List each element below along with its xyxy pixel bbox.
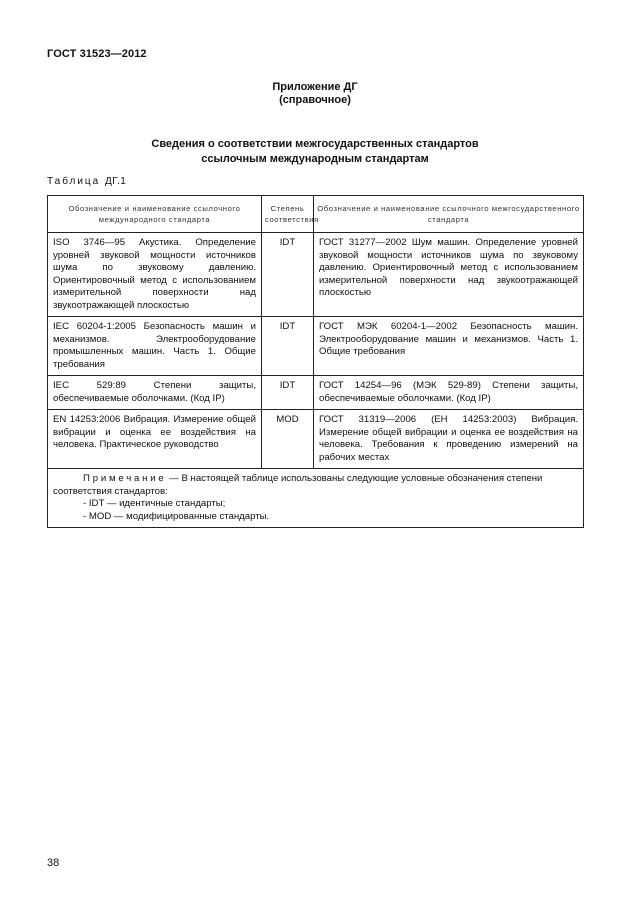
table-row [48,410,584,469]
header-interstate: Обозначение и наименование ссылочного межгосударственного стандарта [314,196,584,233]
note-item-idt: - IDT — идентичные стандарты; [83,498,226,509]
section-heading-line1: Сведения о соответствии межгосударственных стандартов [151,138,479,150]
cell-international: EN 14253:2006 Вибрация. Измерение общей вибрации и оценка ее воздействия на человека. Практическое руководство [48,410,262,469]
section-heading [0,137,630,167]
cell-interstate: ГОСТ МЭК 60204-1—2002 Безопасность машин. Электрооборудование машин и механизмов. Часть 1. Общие требования [314,317,584,376]
cell-interstate: ГОСТ 14254—96 (МЭК 529-89) Степени защиты, обеспечиваемые оболочками. (Код IP) [314,376,584,410]
cell-international: IEC 529:89 Степени защиты, обеспечиваемые оболочками. (Код IP) [48,376,262,410]
section-heading-line2: ссылочным международным стандартам [201,153,429,165]
page-number: 38 [47,857,60,869]
header-international: Обозначение и наименование ссылочного международного стандарта [48,196,262,233]
table-row [48,317,584,376]
note-item-mod: - MOD — модифицированные стандарты. [83,510,270,522]
note-label: Примечание [83,473,167,484]
table-note [48,469,584,528]
cell-degree: IDT [262,233,314,317]
standards-table [47,195,584,528]
table-caption-prefix: Таблица [47,176,101,187]
table-header-row [48,196,584,233]
table-caption [47,176,126,187]
cell-degree: MOD [262,410,314,469]
cell-degree: IDT [262,376,314,410]
note-first-line [53,473,578,498]
appendix-title: Приложение ДГ [272,81,358,93]
cell-interstate: ГОСТ 31277—2002 Шум машин. Определение уровней звуковой мощности источников шума по звуковому давлению. Ориентировочный метод с использованием измерительной поверхности над звукоотражающей плоскостью [314,233,584,317]
document-code: ГОСТ 31523—2012 [47,48,147,60]
appendix-subtitle: (справочное) [279,94,351,106]
cell-international: ISO 3746—95 Акустика. Определение уровней звуковой мощности источников шума по звуковому давлению. Ориентировочный метод с использованием измерительной поверхности над звукоотражающей плоскостью [48,233,262,317]
table-caption-number: ДГ.1 [105,176,127,187]
appendix-heading [0,81,630,107]
header-degree: Степень соответствия [262,196,314,233]
table-note-row [48,469,584,528]
table-row [48,376,584,410]
cell-international: IEC 60204-1:2005 Безопасность машин и механизмов. Электрооборудование промышленных машин. Часть 1. Общие требования [48,317,262,376]
table-row [48,233,584,317]
note-text: — В настоящей таблице использованы следующие условные обозначения степени соответствия стандартов: [53,473,543,497]
cell-interstate: ГОСТ 31319—2006 (ЕН 14253:2003) Вибрация. Измерение общей вибрации и оценка ее воздействия на человека. Требования к проведению измерений на рабочих местах [314,410,584,469]
cell-degree: IDT [262,317,314,376]
